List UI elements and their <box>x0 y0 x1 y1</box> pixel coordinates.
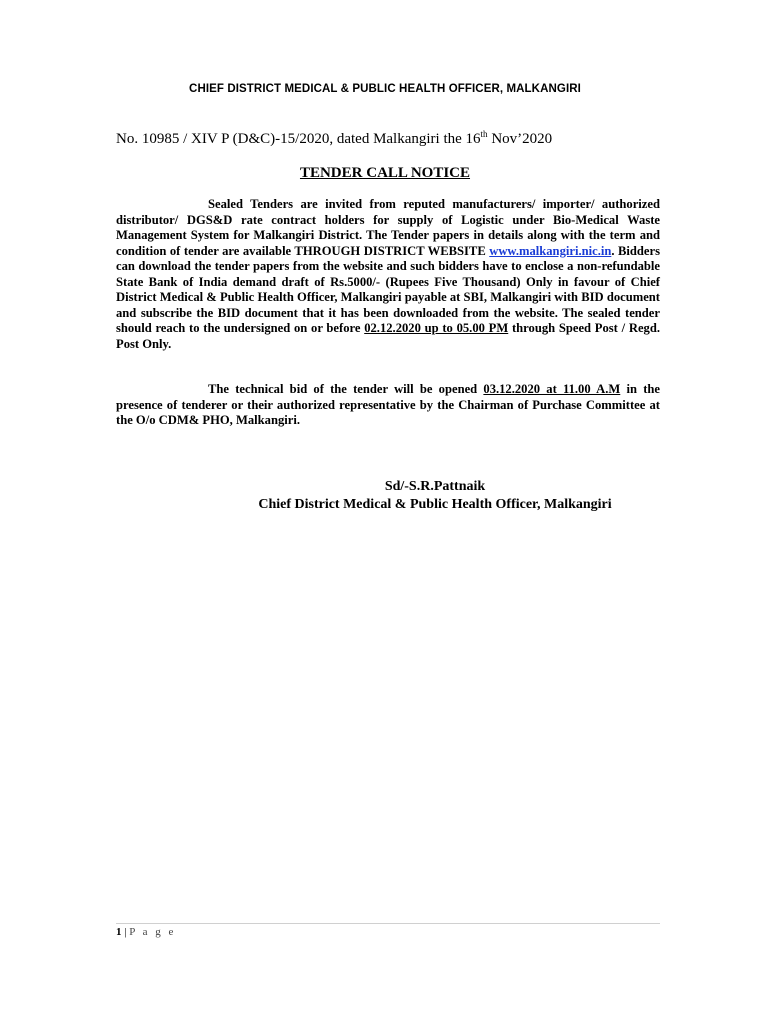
reference-month-year: Nov’2020 <box>487 131 553 147</box>
notice-paragraph-1 <box>116 197 660 352</box>
reference-line <box>116 131 552 148</box>
paragraph-1-text-c: through Speed Post / Regd. Post Only. <box>116 321 660 351</box>
page-label: P a g e <box>129 926 176 938</box>
office-header: CHIEF DISTRICT MEDICAL & PUBLIC HEALTH OFFICER, MALKANGIRI <box>189 83 581 95</box>
paragraph-1-text-b: . Bidders can download the tender papers from the website and such bidders have to enclose a non-refundable State Bank of India demand draft of Rs.5000/- (Rupees Five Thousand) Only in favour of Chief District Medical & Public Health Officer, Malkangiri payable at SBI, Malkangiri with BID document and subscribe the BID document that it has been downloaded from the website. The sealed tender should reach to the undersigned on or before <box>116 243 660 335</box>
signatory-designation: Chief District Medical & Public Health Officer, Malkangiri <box>258 497 612 512</box>
submission-deadline: 02.12.2020 up to 05.00 PM <box>364 321 509 335</box>
signatory-name: Sd/-S.R.Pattnaik <box>384 479 486 494</box>
page-number: 1 <box>116 926 122 938</box>
page-footer <box>116 926 176 938</box>
district-website-link[interactable]: www.malkangiri.nic.in <box>489 243 612 258</box>
notice-title: TENDER CALL NOTICE <box>299 165 471 181</box>
notice-paragraph-2 <box>116 382 660 429</box>
footer-separator: | <box>121 926 130 938</box>
footer-divider <box>116 923 660 924</box>
bid-opening-datetime: 03.12.2020 at 11.00 A.M <box>483 382 621 396</box>
paragraph-2-text-a: The technical bid of the tender will be opened <box>208 382 484 396</box>
paragraph-2-text-b: in the presence of tenderer or their authorized representative by the Chairman of Purchase Committee at the O/o CDM& PHO, Malkangiri. <box>116 382 660 427</box>
reference-number-date: No. 10985 / XIV P (D&C)-15/2020, dated Malkangiri the 16 <box>116 131 481 147</box>
date-ordinal-suffix: th <box>480 129 488 139</box>
paragraph-1-text-a: Sealed Tenders are invited from reputed manufacturers/ importer/ authorized distributor/ DGS&D rate contract holders for supply of Logistic under Bio-Medical Waste Management System for Malkangiri District. The Tender papers in details along with the term and condition of tender are available THROUGH DISTRICT WEBSITE <box>116 197 660 258</box>
